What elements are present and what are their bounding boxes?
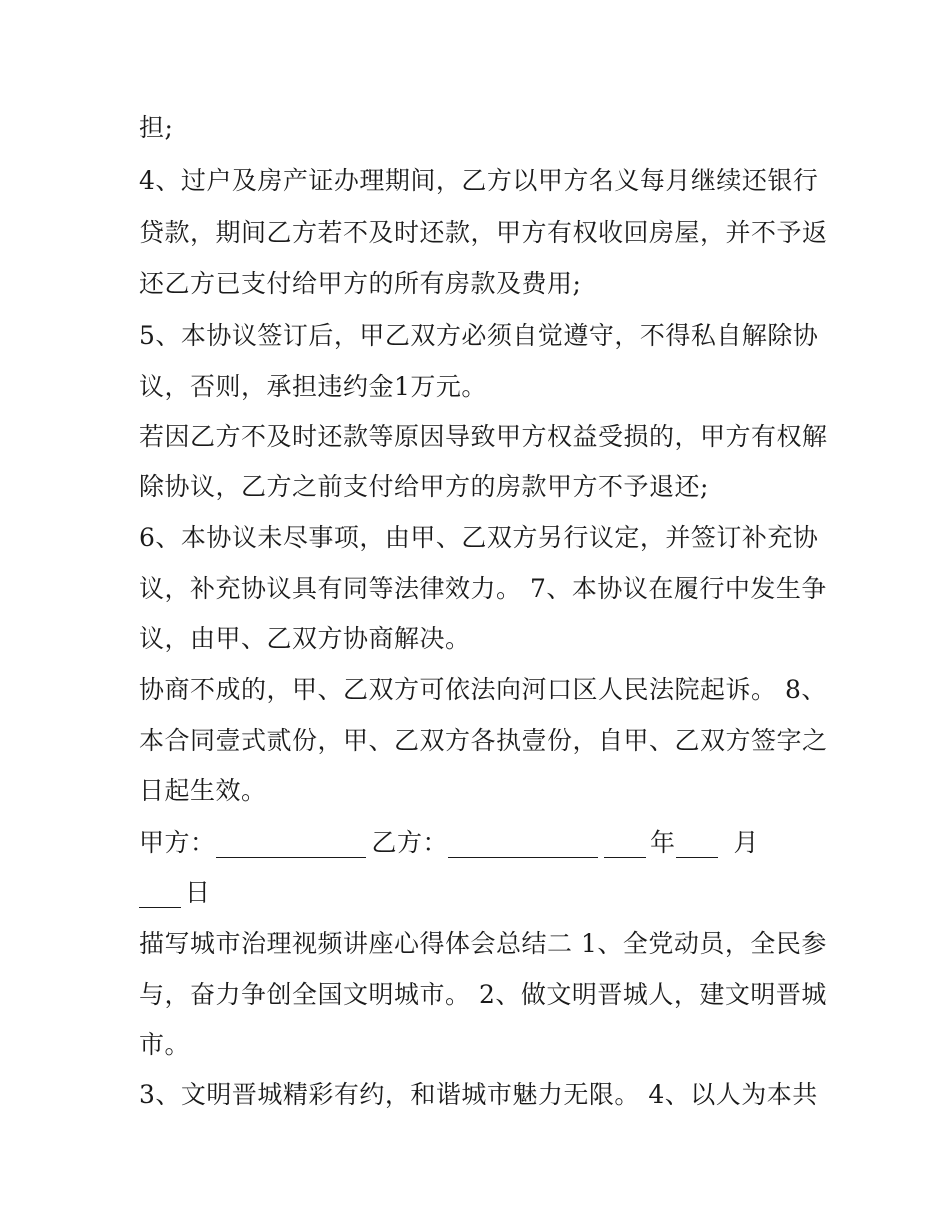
day-label: 日 xyxy=(185,878,211,907)
text-line: 6、本协议未尽事项，由甲、乙双方另行议定，并签订补充协 xyxy=(139,523,819,552)
party-b-label: 乙方： xyxy=(371,828,449,857)
party-b-signature-blank xyxy=(448,835,598,858)
text-line: 本合同壹式贰份，甲、乙双方各执壹份，自甲、乙双方签字之 xyxy=(139,726,828,755)
text-line: 协商不成的，甲、乙双方可依法向河口区人民法院起诉。 8、 xyxy=(139,675,827,704)
text-line: 描写城市治理视频讲座心得体会总结二 1、全党动员，全民参 xyxy=(139,929,827,958)
text-line: 4、过户及房产证办理期间，乙方以甲方名义每月继续还银行 xyxy=(139,166,819,195)
text-line: 议，否则，承担违约金1万元。 xyxy=(139,372,487,401)
text-line: 5、本协议签订后，甲乙双方必须自觉遵守，不得私自解除协 xyxy=(139,321,819,350)
text-line: 若因乙方不及时还款等原因导致甲方权益受损的，甲方有权解 xyxy=(139,422,828,451)
text-line: 还乙方已支付给甲方的所有房款及费用; xyxy=(139,269,582,298)
party-a-label: 甲方： xyxy=(139,828,216,857)
month-blank xyxy=(676,835,718,858)
text-line: 担; xyxy=(139,113,174,142)
signature-day-row xyxy=(139,878,211,908)
text-line: 议，补充协议具有同等法律效力。 7、本协议在履行中发生争 xyxy=(139,574,827,603)
text-line: 与，奋力争创全国文明城市。 2、做文明晋城人，建文明晋城 xyxy=(139,980,827,1009)
signature-row xyxy=(139,828,759,858)
text-line: 除协议，乙方之前支付给甲方的房款甲方不予退还; xyxy=(139,472,709,501)
text-line: 3、文明晋城精彩有约，和谐城市魅力无限。 4、以人为本共 xyxy=(139,1080,818,1109)
party-a-signature-blank xyxy=(216,835,366,858)
month-label: 月 xyxy=(733,828,760,857)
text-line: 日起生效。 xyxy=(139,776,267,805)
text-line: 议，由甲、乙双方协商解决。 xyxy=(139,624,471,653)
day-blank xyxy=(139,885,181,908)
year-blank xyxy=(604,835,646,858)
year-label: 年 xyxy=(650,828,676,857)
text-line: 市。 xyxy=(139,1030,191,1059)
text-line: 贷款，期间乙方若不及时还款，甲方有权收回房屋，并不予返 xyxy=(139,218,828,247)
